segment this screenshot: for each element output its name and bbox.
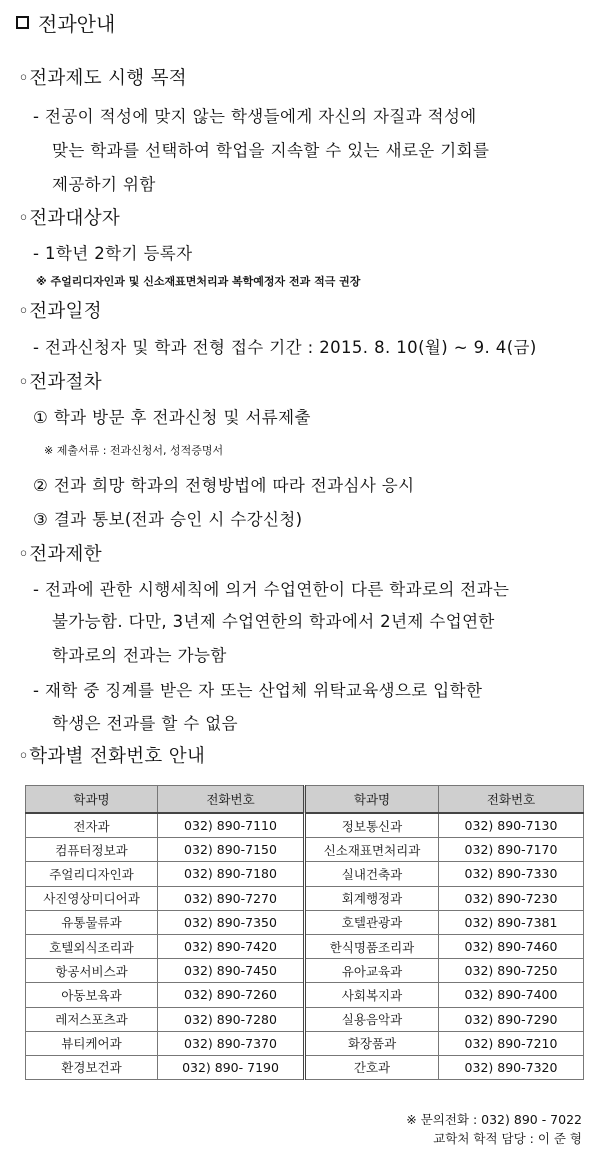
cell-dept-2: 실용음악과 bbox=[305, 1007, 439, 1031]
procedure-step-1: ① 학과 방문 후 전과신청 및 서류제출 bbox=[33, 408, 311, 427]
cell-dept-2: 사회복지과 bbox=[305, 983, 439, 1007]
cell-phone-2: 032) 890-7230 bbox=[439, 886, 584, 910]
purpose-line-2: 맞는 학과를 선택하여 학업을 지속할 수 있는 새로운 기회를 bbox=[52, 141, 490, 160]
phones-heading: ◦학과별 전화번호 안내 bbox=[18, 746, 206, 767]
cell-phone-2: 032) 890-7130 bbox=[439, 813, 584, 838]
table-row bbox=[26, 862, 584, 886]
target-heading: ◦전과대상자 bbox=[18, 208, 121, 229]
cell-phone-2: 032) 890-7170 bbox=[439, 838, 584, 862]
cell-dept-2: 화장품과 bbox=[305, 1031, 439, 1055]
table-row bbox=[26, 934, 584, 958]
phone-table-header bbox=[26, 786, 584, 814]
contact-phone: ※ 문의전화 : 032) 890 - 7022 bbox=[406, 1112, 582, 1127]
procedure-step-1-note: ※ 제출서류 : 전과신청서, 성적증명서 bbox=[44, 444, 224, 457]
cell-phone-1: 032) 890-7150 bbox=[158, 838, 305, 862]
checkbox-square-icon bbox=[16, 16, 29, 29]
purpose-heading: ◦전과제도 시행 목적 bbox=[18, 68, 187, 89]
table-row bbox=[26, 838, 584, 862]
cell-phone-2: 032) 890-7320 bbox=[439, 1055, 584, 1079]
table-row bbox=[26, 959, 584, 983]
restriction-line-1: - 전과에 관한 시행세칙에 의거 수업연한이 다른 학과로의 전과는 bbox=[33, 580, 510, 599]
cell-dept-1: 레저스포츠과 bbox=[26, 1007, 158, 1031]
cell-phone-1: 032) 890-7370 bbox=[158, 1031, 305, 1055]
restriction-line-5: 학생은 전과를 할 수 없음 bbox=[52, 714, 238, 733]
header-dept-1: 학과명 bbox=[26, 786, 158, 814]
restriction-line-3: 학과로의 전과는 가능함 bbox=[52, 646, 227, 665]
table-row bbox=[26, 983, 584, 1007]
cell-dept-1: 환경보건과 bbox=[26, 1055, 158, 1079]
cell-phone-1: 032) 890-7180 bbox=[158, 862, 305, 886]
cell-dept-2: 호텔관광과 bbox=[305, 910, 439, 934]
restriction-heading: ◦전과제한 bbox=[18, 544, 102, 565]
cell-phone-1: 032) 890-7280 bbox=[158, 1007, 305, 1031]
cell-phone-2: 032) 890-7400 bbox=[439, 983, 584, 1007]
procedure-step-2: ② 전과 희망 학과의 전형방법에 따라 전과심사 응시 bbox=[33, 476, 415, 495]
contact-person: 교학처 학적 담당 : 이 준 형 bbox=[433, 1131, 582, 1146]
cell-dept-1: 컴퓨터정보과 bbox=[26, 838, 158, 862]
cell-phone-2: 032) 890-7290 bbox=[439, 1007, 584, 1031]
target-line: - 1학년 2학기 등록자 bbox=[33, 244, 193, 263]
cell-phone-2: 032) 890-7210 bbox=[439, 1031, 584, 1055]
cell-dept-1: 뷰티케어과 bbox=[26, 1031, 158, 1055]
table-row bbox=[26, 886, 584, 910]
table-row bbox=[26, 813, 584, 838]
cell-dept-2: 간호과 bbox=[305, 1055, 439, 1079]
cell-phone-1: 032) 890-7260 bbox=[158, 983, 305, 1007]
table-row bbox=[26, 910, 584, 934]
table-row bbox=[26, 1055, 584, 1079]
cell-phone-2: 032) 890-7250 bbox=[439, 959, 584, 983]
restriction-line-2: 불가능함. 다만, 3년제 수업연한의 학과에서 2년제 수업연한 bbox=[52, 612, 495, 631]
phone-table bbox=[25, 785, 584, 1080]
schedule-line: - 전과신청자 및 학과 전형 접수 기간 : 2015. 8. 10(월) ~ 9. 4(금) bbox=[33, 338, 537, 357]
page-title bbox=[16, 8, 115, 37]
cell-dept-2: 유아교육과 bbox=[305, 959, 439, 983]
cell-dept-1: 사진영상미디어과 bbox=[26, 886, 158, 910]
table-row bbox=[26, 1031, 584, 1055]
cell-phone-1: 032) 890-7450 bbox=[158, 959, 305, 983]
cell-phone-2: 032) 890-7381 bbox=[439, 910, 584, 934]
restriction-line-4: - 재학 중 징계를 받은 자 또는 산업체 위탁교육생으로 입학한 bbox=[33, 681, 483, 700]
procedure-heading: ◦전과절차 bbox=[18, 372, 102, 393]
cell-phone-1: 032) 890-7420 bbox=[158, 934, 305, 958]
page-title-text: 전과안내 bbox=[38, 12, 116, 36]
target-note: ※ 주얼리디자인과 및 신소재표면처리과 복학예정자 전과 적극 권장 bbox=[36, 275, 361, 288]
cell-dept-2: 한식명품조리과 bbox=[305, 934, 439, 958]
cell-dept-1: 호텔외식조리과 bbox=[26, 934, 158, 958]
cell-dept-1: 주얼리디자인과 bbox=[26, 862, 158, 886]
cell-phone-1: 032) 890-7110 bbox=[158, 813, 305, 838]
cell-dept-2: 회계행정과 bbox=[305, 886, 439, 910]
header-phone-2: 전화번호 bbox=[439, 786, 584, 814]
header-dept-2: 학과명 bbox=[305, 786, 439, 814]
cell-phone-2: 032) 890-7330 bbox=[439, 862, 584, 886]
purpose-line-3: 제공하기 위함 bbox=[52, 175, 156, 194]
schedule-heading: ◦전과일정 bbox=[18, 301, 102, 322]
cell-dept-2: 실내건축과 bbox=[305, 862, 439, 886]
cell-phone-1: 032) 890- 7190 bbox=[158, 1055, 305, 1079]
purpose-line-1: - 전공이 적성에 맞지 않는 학생들에게 자신의 자질과 적성에 bbox=[33, 107, 477, 126]
cell-phone-2: 032) 890-7460 bbox=[439, 934, 584, 958]
procedure-step-3: ③ 결과 통보(전과 승인 시 수강신청) bbox=[33, 510, 303, 529]
header-phone-1: 전화번호 bbox=[158, 786, 305, 814]
cell-dept-2: 신소재표면처리과 bbox=[305, 838, 439, 862]
cell-dept-2: 정보통신과 bbox=[305, 813, 439, 838]
cell-dept-1: 아동보육과 bbox=[26, 983, 158, 1007]
cell-dept-1: 항공서비스과 bbox=[26, 959, 158, 983]
cell-phone-1: 032) 890-7270 bbox=[158, 886, 305, 910]
table-row bbox=[26, 1007, 584, 1031]
cell-dept-1: 전자과 bbox=[26, 813, 158, 838]
cell-phone-1: 032) 890-7350 bbox=[158, 910, 305, 934]
cell-dept-1: 유통물류과 bbox=[26, 910, 158, 934]
